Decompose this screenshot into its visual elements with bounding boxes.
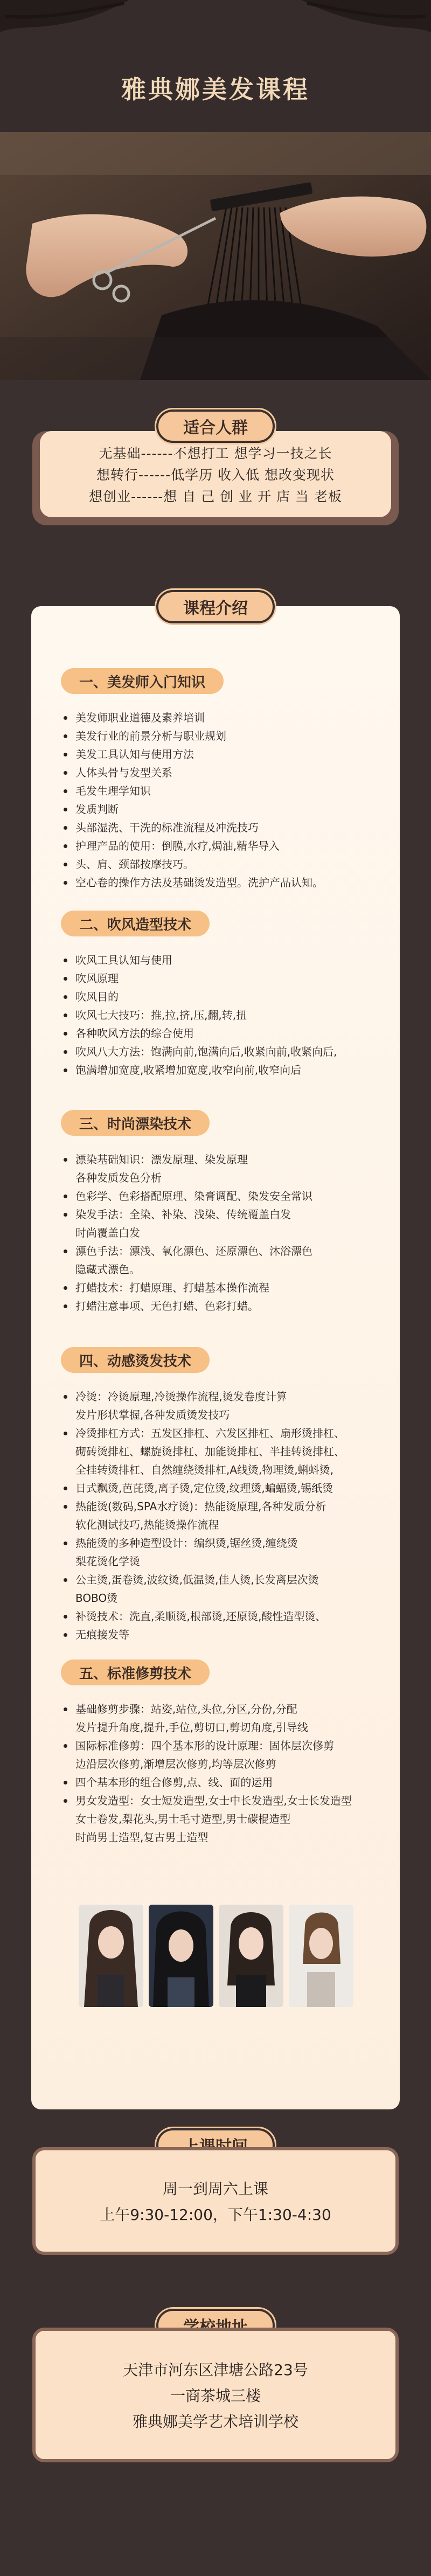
list-item: 美发师职业道德及素养培训 xyxy=(64,709,387,727)
schedule-card xyxy=(32,2147,399,2255)
list-item: 男女发造型：女士短发造型,女士中长发造型,女士长发造型 女士卷发,梨花头,男士毛寸造型,男士碳棍造型 时尚男士造型,复古男士造型 xyxy=(64,1792,387,1846)
list-item: 空心卷的操作方法及基础烫发造型。洗护产品认知。 xyxy=(64,873,387,892)
hairstyle-photo xyxy=(149,1905,213,2007)
list-item: 打蜡注意事项、无色打蜡、色彩打蜡。 xyxy=(64,1297,387,1315)
section-list xyxy=(64,951,387,1079)
course-card xyxy=(31,599,400,2109)
section-list xyxy=(64,1387,387,1644)
hairstyle-photos xyxy=(79,1905,353,2007)
list-item: 护理产品的使用：倒膜,水疗,焗油,精华导入 xyxy=(64,837,387,855)
list-item: 吹风原理 xyxy=(64,969,387,988)
section-title: 三、时尚漂染技术 xyxy=(61,1110,210,1136)
list-item: 补烫技术：洗直,柔顺烫,根部烫,还原烫,酸性造型烫、 xyxy=(64,1607,387,1626)
list-item: 毛发生理学知识 xyxy=(64,782,387,800)
list-item: 色彩学、色彩搭配原理、染膏调配、染发安全常识 xyxy=(64,1187,387,1205)
list-item: 头、肩、颈部按摩技巧。 xyxy=(64,855,387,873)
address-line: 天津市河东区津塘公路23号 xyxy=(123,2361,308,2379)
address-line: 雅典娜美学艺术培训学校 xyxy=(132,2413,298,2431)
list-item: 染发手法：全染、补染、浅染、传统覆盖白发 时尚覆盖白发 xyxy=(64,1205,387,1242)
audience-line: 无基础------不想打工 想学习一技之长 xyxy=(99,446,332,461)
address-card xyxy=(32,2328,399,2462)
list-item: 漂色手法：漂浅、氧化漂色、还原漂色、沐浴漂色 隐藏式漂色。 xyxy=(64,1242,387,1279)
page-title: 雅典娜美发课程 xyxy=(121,75,310,104)
list-item: 冷烫：冷烫原理,冷烫操作流程,烫发卷度计算 发片形状掌握,各种发质烫发技巧 xyxy=(64,1387,387,1424)
footer-strip xyxy=(0,2563,431,2576)
schedule-line: 周一到周六上课 xyxy=(162,2180,268,2198)
list-item: 热能烫的多种造型设计：编织烫,锯丝烫,缠绕烫 梨花烫化学烫 xyxy=(64,1534,387,1571)
list-item: 冷烫排杠方式：五发区排杠、六发区排杠、扇形烫排杠、 砌砖烫排杠、螺旋烫排杠、加能烫排杠、半挂转烫排杠、 全挂转烫排杠、自然缠绕烫排杠,A线烫,物理烫,蝌蚪烫, xyxy=(64,1424,387,1479)
section-title: 一、美发师入门知识 xyxy=(61,668,224,694)
audience-line: 想转行------低学历 收入低 想改变现状 xyxy=(96,467,335,483)
hairstyle-photo xyxy=(219,1905,283,2007)
list-item: 国际标准修剪：四个基本形的设计原理：固体层次修剪 边沿层次修剪,渐增层次修剪,均等层次修剪 xyxy=(64,1737,387,1773)
hairstyle-photo xyxy=(79,1905,143,2007)
address-line: 一商茶城三楼 xyxy=(170,2387,261,2405)
audience-label: 适合人群 xyxy=(156,409,275,443)
header xyxy=(0,0,431,132)
course-label: 课程介绍 xyxy=(156,590,275,623)
list-item: 饱满增加宽度,收紧增加宽度,收窄向前,收窄向后 xyxy=(64,1061,387,1079)
hairdresser-illustration xyxy=(0,132,431,380)
section-list xyxy=(64,1150,387,1315)
section-list xyxy=(64,1700,387,1846)
list-item: 吹风目的 xyxy=(64,988,387,1006)
list-item: 各种吹风方法的综合使用 xyxy=(64,1024,387,1043)
brush-stroke-decoration xyxy=(0,0,140,38)
hairstyle-photo xyxy=(289,1905,353,2007)
section-title: 四、动感烫发技术 xyxy=(61,1347,210,1373)
list-item: 基础修剪步骤：站姿,站位,头位,分区,分份,分配 发片提升角度,提升,手位,剪切口,剪切角度,引导线 xyxy=(64,1700,387,1737)
list-item: 吹风工具认知与使用 xyxy=(64,951,387,969)
hero-photo xyxy=(0,132,431,380)
list-item: 打蜡技术：打蜡原理、打蜡基本操作流程 xyxy=(64,1279,387,1297)
list-item: 美发工具认知与使用方法 xyxy=(64,745,387,763)
list-item: 四个基本形的组合修剪,点、线、面的运用 xyxy=(64,1773,387,1792)
list-item: 发质判断 xyxy=(64,800,387,818)
audience-section xyxy=(32,409,399,550)
list-item: 热能烫(数码,SPA水疗烫)：热能烫原理,各种发质分析 软化测试技巧,热能烫操作流程 xyxy=(64,1497,387,1534)
list-item: 日式飘烫,芭芘烫,离子烫,定位烫,纹理烫,蝙蝠烫,锡纸烫 xyxy=(64,1479,387,1497)
section-title: 五、标准修剪技术 xyxy=(61,1660,210,1685)
audience-line: 想创业------想 自 己 创 业 开 店 当 老板 xyxy=(89,489,342,504)
schedule-line: 上午9:30-12:00，下午1:30-4:30 xyxy=(100,2206,331,2224)
list-item: 吹风八大方法：饱满向前,饱满向后,收紧向前,收紧向后, xyxy=(64,1043,387,1061)
section-title: 二、吹风造型技术 xyxy=(61,911,210,936)
list-item: 头部湿洗、干洗的标准流程及冲洗技巧 xyxy=(64,818,387,837)
list-item: 无痕接发等 xyxy=(64,1626,387,1644)
list-item: 漂染基础知识：漂发原理、染发原理 各种发质发色分析 xyxy=(64,1150,387,1187)
list-item: 人体头骨与发型关系 xyxy=(64,763,387,782)
list-item: 美发行业的前景分析与职业规划 xyxy=(64,727,387,745)
list-item: 公主烫,蛋卷烫,波纹烫,低温烫,佳人烫,长发离层次烫 BOBO烫 xyxy=(64,1571,387,1607)
audience-card xyxy=(40,431,391,517)
brush-stroke-decoration xyxy=(291,0,431,38)
list-item: 吹风七大技巧：推,拉,挤,压,翻,转,扭 xyxy=(64,1006,387,1024)
section-list xyxy=(64,709,387,892)
